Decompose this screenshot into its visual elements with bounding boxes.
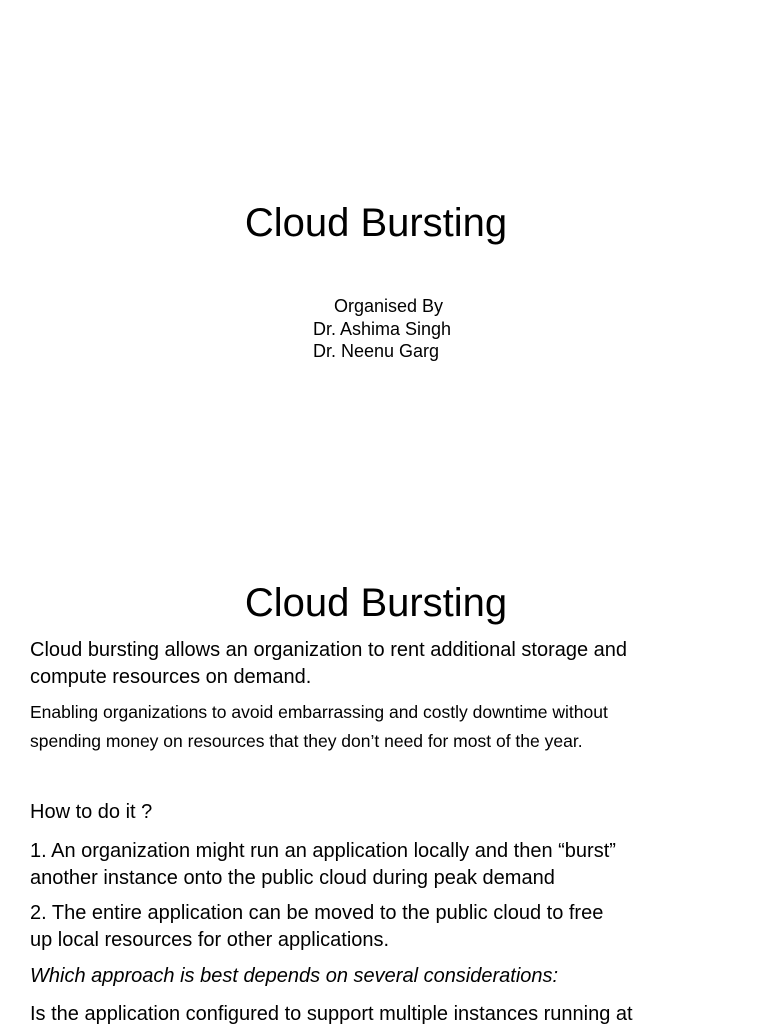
organiser-name: Dr. Ashima Singh — [313, 319, 452, 339]
point-two-line: up local resources for other applications. — [30, 929, 390, 951]
question-line: Is the application configured to support multiple instances running at — [30, 1003, 633, 1025]
organiser-name: Dr. Neenu Garg — [313, 341, 440, 361]
consideration-line: Which approach is best depends on several considerations: — [30, 965, 559, 987]
benefit-line: Enabling organizations to avoid embarrassing and costly downtime without — [30, 702, 608, 722]
slide-title — [0, 0, 768, 512]
organised-by-label: Organised By — [334, 296, 444, 316]
point-one-line: 1. An organization might run an application locally and then “burst” — [30, 840, 616, 862]
how-heading: How to do it ? — [30, 801, 153, 823]
benefit-line: spending money on resources that they don’t need for most of the year. — [30, 731, 583, 751]
intro-line: compute resources on demand. — [30, 666, 312, 688]
point-one-line: another instance onto the public cloud during peak demand — [30, 867, 555, 889]
slide-content — [0, 512, 768, 1024]
point-two-line: 2. The entire application can be moved to the public cloud to free — [30, 902, 604, 924]
slide-content-heading: Cloud Bursting — [244, 581, 508, 625]
intro-line: Cloud bursting allows an organization to rent additional storage and — [30, 639, 628, 661]
slide-title-heading: Cloud Bursting — [244, 201, 508, 245]
